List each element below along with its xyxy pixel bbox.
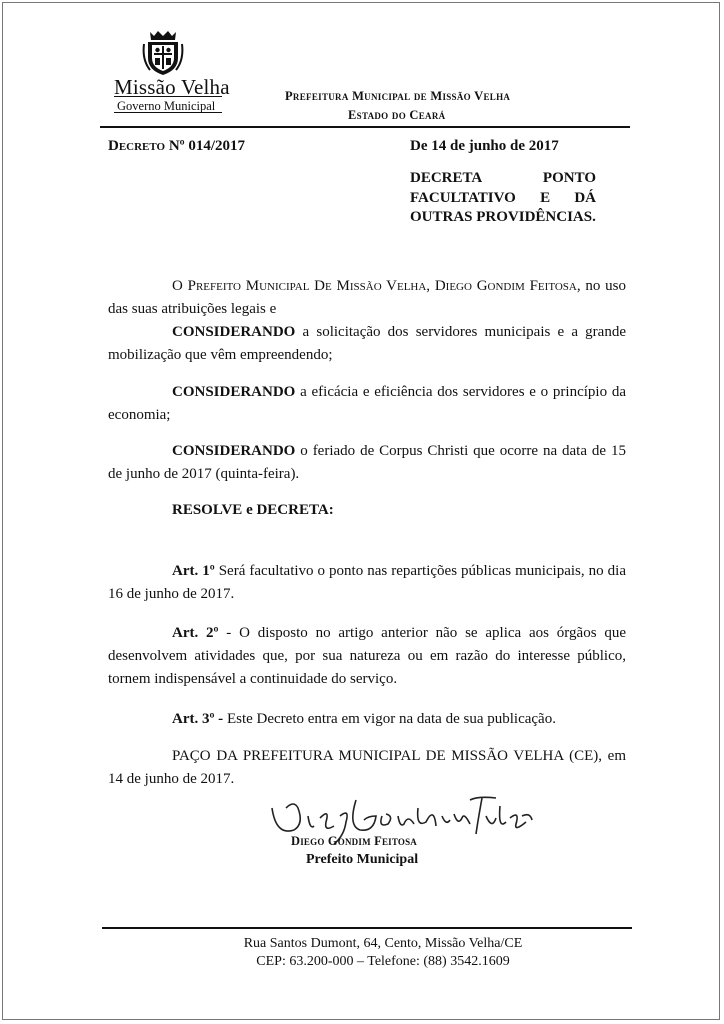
brand-subtitle: Governo Municipal <box>117 99 216 113</box>
consideration-3: CONSIDERANDO o feriado de Corpus Christi que ocorre na data de 15 de junho de 2017 (quinta-feira). <box>108 443 626 482</box>
closing-paragraph: PAÇO DA PREFEITURA MUNICIPAL DE MISSÃO VELHA (CE), em 14 de junho de 2017. <box>108 748 626 787</box>
header-divider <box>100 126 630 128</box>
summary-line-2: FACULTATIVO E DÁ <box>410 189 596 206</box>
article-1: Art. 1º Será facultativo o ponto nas repartições públicas municipais, no dia 16 de junho de 2017. <box>108 563 626 602</box>
resolve-heading: RESOLVE e DECRETA: <box>172 502 334 518</box>
article-2: Art. 2º - O disposto no artigo anterior não se aplica aos órgãos que desenvolvem atividades que, por sua natureza ou em razão do interesse público, tornem indispensável a continuidade do serviço. <box>108 625 626 687</box>
brand-name: Missão Velha <box>114 75 230 99</box>
consideration-2: CONSIDERANDO a eficácia e eficiência dos servidores e o princípio da economia; <box>108 384 626 423</box>
article-label: Art. 3º - <box>172 711 224 727</box>
article-label: Art. 1º <box>172 563 215 579</box>
consideration-1: CONSIDERANDO a solicitação dos servidores municipais e a grande mobilização que vêm empreendendo; <box>108 324 626 363</box>
footer-address: Rua Santos Dumont, 64, Cento, Missão Velha/CE <box>243 936 523 951</box>
signer-title: Prefeito Municipal <box>306 852 419 867</box>
footer-divider <box>102 927 632 929</box>
summary-line-3: OUTRAS PROVIDÊNCIAS. <box>410 209 596 225</box>
mayor-name: O Prefeito Municipal De Missão Velha, Diego Gondim Feitosa <box>172 278 577 294</box>
consider-label: CONSIDERANDO <box>172 443 296 459</box>
article-label: Art. 2º <box>172 625 219 641</box>
consider-label: CONSIDERANDO <box>172 324 296 340</box>
signer-name: Diego Gondim Feitosa <box>291 834 417 848</box>
article-3: Art. 3º - Este Decreto entra em vigor na data de sua publicação. <box>172 711 556 727</box>
consider-label: CONSIDERANDO <box>172 384 296 400</box>
header-municipality: Prefeitura Municipal de Missão Velha <box>285 89 511 103</box>
summary-line-1: DECRETA PONTO <box>410 170 596 186</box>
decree-summary <box>410 169 596 228</box>
header-state: Estado do Ceará <box>348 108 446 122</box>
decree-date: De 14 de junho de 2017 <box>410 138 559 154</box>
intro-paragraph: O Prefeito Municipal De Missão Velha, Diego Gondim Feitosa, no uso das suas atribuições legais e <box>108 278 626 317</box>
footer-contact: CEP: 63.200-000 – Telefone: (88) 3542.1609 <box>256 954 510 969</box>
decree-number: Decreto Nº 014/2017 <box>108 138 246 154</box>
coat-of-arms-icon <box>142 30 184 76</box>
